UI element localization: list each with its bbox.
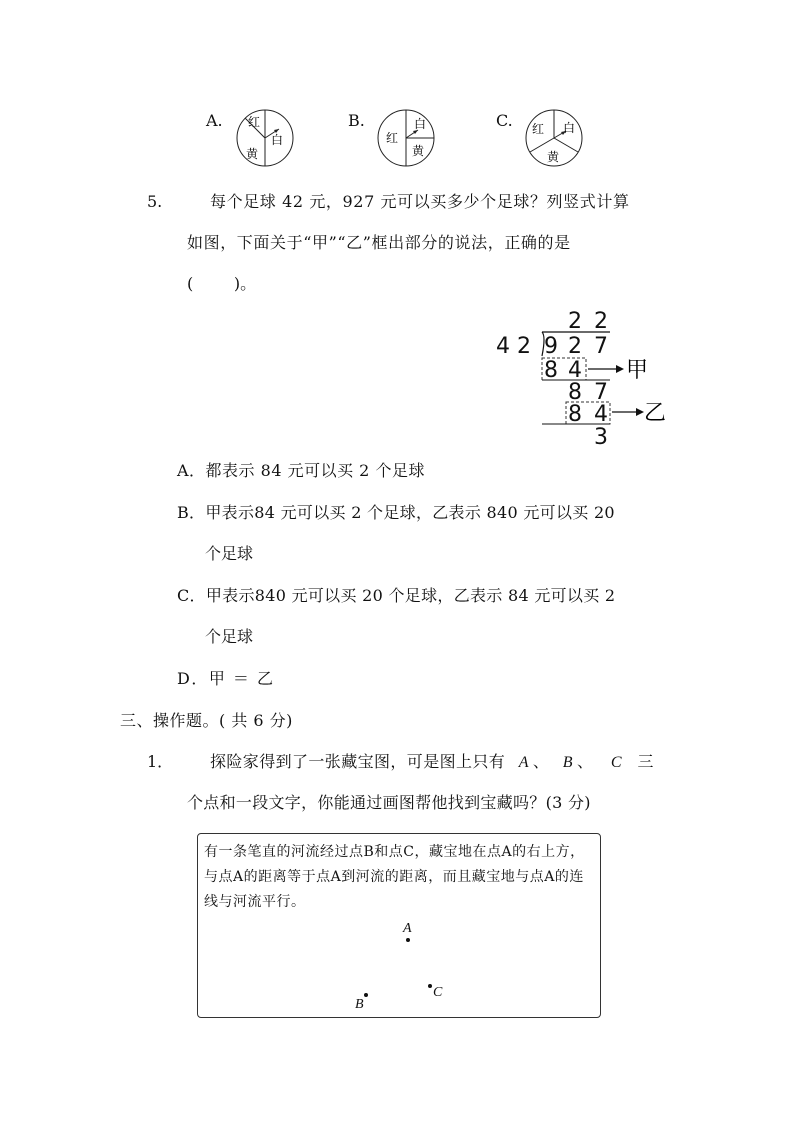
- pie-c-sector-white: 白: [563, 121, 576, 135]
- pie-c-sector-yellow: 黄: [547, 150, 560, 164]
- q1-line2: 个点和一段文字，你能通过画图帮他找到宝藏吗？(3 分): [187, 793, 591, 812]
- yi-arrow-head: [636, 408, 644, 416]
- quotient-digit-1: 2: [568, 309, 582, 334]
- point-c-dot[interactable]: [428, 984, 432, 988]
- q1-line1-text: 探险家得到了一张藏宝图，可是图上只有: [210, 752, 506, 771]
- option-d[interactable]: D．甲 ＝ 乙: [177, 669, 275, 688]
- q5-line1: 每个足球 42 元，927 元可以买多少个足球？列竖式计算: [210, 192, 630, 211]
- treasure-map-box[interactable]: [197, 833, 601, 1018]
- q5-answer-blank[interactable]: ( )。: [187, 274, 257, 293]
- yi-label: 乙: [644, 401, 667, 426]
- remainder1-digit-1: 8: [568, 380, 582, 405]
- dividend-digit-3: 7: [594, 334, 608, 359]
- section3-heading: 三、操作题。( 共 6 分): [120, 711, 293, 730]
- pie-option-c-label[interactable]: C.: [496, 111, 513, 130]
- step1-digit-1: 8: [544, 358, 558, 383]
- dividend-digit-2: 2: [568, 334, 582, 359]
- pie-chart-c: [522, 109, 586, 169]
- pie-a-sector-white: 白: [271, 133, 284, 147]
- q1-line1: [210, 752, 654, 773]
- pie-a-sector-yellow: 黄: [246, 147, 259, 161]
- q1-point-c: C: [610, 754, 622, 771]
- step2-digit-2: 4: [594, 402, 608, 427]
- pie-chart-b: [374, 109, 438, 169]
- q1-line1-end: 三: [637, 752, 654, 771]
- point-a-label: A: [403, 921, 412, 936]
- pie-option-b-label[interactable]: B.: [348, 111, 365, 130]
- pie-chart-a: [234, 109, 298, 169]
- q5-number: 5.: [147, 192, 163, 211]
- pie-b-sector-yellow: 黄: [412, 144, 425, 158]
- quotient-digit-2: 2: [594, 309, 608, 334]
- q1-sep2: 、: [576, 752, 594, 771]
- q1-point-b: B: [562, 754, 573, 771]
- step1-digit-2: 4: [568, 358, 582, 383]
- option-c-line1[interactable]: C．甲表示840 元可以买 20 个足球，乙表示 84 元可以买 2: [177, 586, 616, 605]
- divisor: 4 2: [496, 334, 531, 359]
- pie-a-sector-red: 红: [248, 115, 261, 129]
- option-b-line1[interactable]: B．甲表示84 元可以买 2 个足球，乙表示 840 元可以买 20: [177, 503, 615, 522]
- q1-point-a: A: [518, 754, 529, 771]
- point-c-label: C: [433, 985, 443, 1000]
- option-a[interactable]: A．都表示 84 元可以买 2 个足球: [177, 461, 425, 480]
- q1-sep1: 、: [532, 752, 550, 771]
- point-a-dot[interactable]: [406, 938, 410, 942]
- jia-arrow-head: [616, 365, 624, 373]
- option-c-line2: 个足球: [205, 627, 254, 646]
- pie-option-a-label[interactable]: A.: [206, 111, 223, 130]
- pie-c-sector-red: 红: [532, 122, 545, 136]
- long-division-figure: [490, 306, 667, 450]
- q1-number: 1．: [147, 752, 174, 771]
- pie-b-sector-white: 白: [414, 117, 427, 131]
- dividend-digit-1: 9: [544, 334, 558, 359]
- step2-digit-1: 8: [568, 402, 582, 427]
- pie-b-sector-red: 红: [386, 131, 399, 145]
- remainder1-digit-2: 7: [594, 380, 608, 405]
- treasure-map-text: 有一条笔直的河流经过点B和点C，藏宝地在点A的右上方，与点A的距离等于点A到河流的距离，而且藏宝地与点A的连线与河流平行。: [204, 844, 585, 910]
- q5-line2: 如图，下面关于“甲”“乙”框出部分的说法，正确的是: [187, 233, 571, 252]
- point-b-dot[interactable]: [364, 993, 368, 997]
- remainder2: 3: [594, 425, 608, 450]
- option-b-line2: 个足球: [205, 544, 254, 563]
- point-b-label: B: [355, 997, 364, 1012]
- jia-label: 甲: [626, 358, 649, 383]
